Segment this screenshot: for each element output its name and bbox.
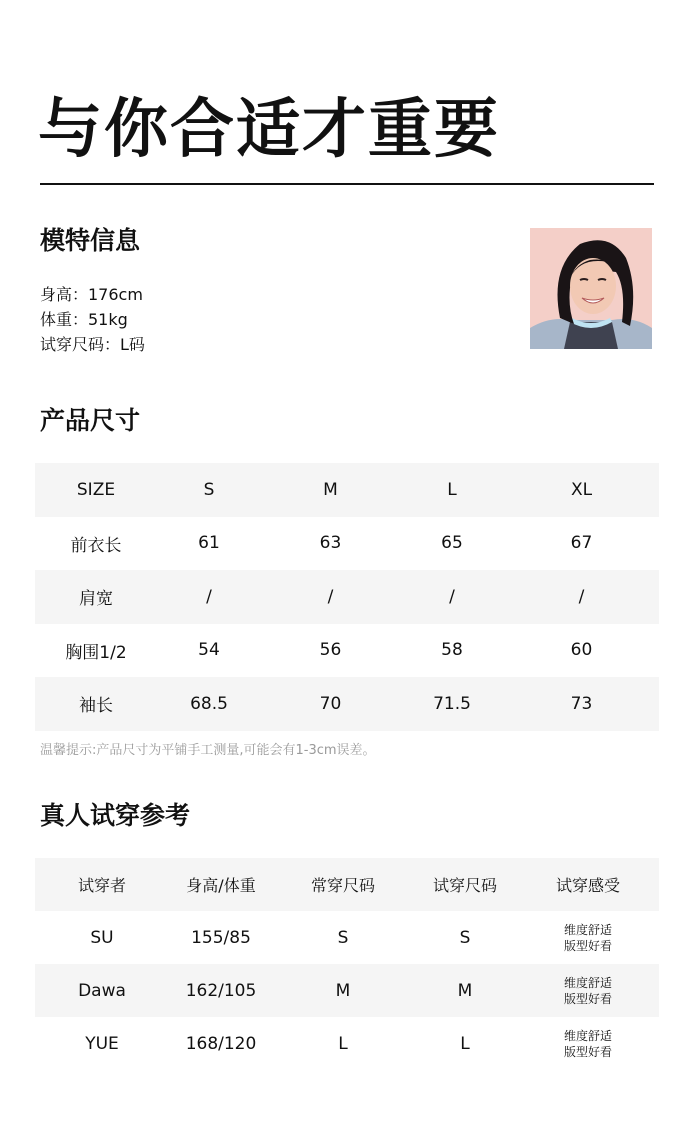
table-cell: 71.5 — [433, 693, 471, 714]
table-cell: 前衣长 — [70, 535, 122, 556]
size-header-cell: L — [447, 479, 457, 500]
table-cell: 68.5 — [190, 693, 228, 714]
fit-feeling — [517, 1028, 659, 1060]
fit-feeling-line: 维度舒适 — [563, 922, 612, 937]
fit-feeling-line: 版型好看 — [563, 991, 612, 1006]
table-cell: 胸围1/2 — [65, 642, 127, 663]
table-cell: / — [206, 586, 212, 607]
model-weight: 体重：51kg — [40, 310, 128, 329]
table-cell: / — [327, 586, 334, 607]
table-row — [35, 570, 659, 624]
table-row — [35, 624, 659, 678]
table-cell: S — [459, 927, 471, 948]
size-header-cell: SIZE — [76, 479, 116, 500]
table-cell: 70 — [319, 693, 342, 714]
table-cell: 袖长 — [79, 696, 113, 717]
fit-feeling-line: 版型好看 — [563, 1044, 612, 1059]
table-row — [35, 517, 659, 571]
table-cell: M — [457, 980, 473, 1001]
fit-header-cell: 试穿者 — [77, 876, 126, 895]
table-cell: L — [460, 1033, 470, 1054]
table-cell: Dawa — [78, 980, 126, 1001]
table-cell: 67 — [570, 533, 593, 554]
table-cell: M — [335, 980, 351, 1001]
size-table — [35, 463, 659, 731]
table-cell: 162/105 — [185, 980, 257, 1001]
fit-reference-title: 真人试穿参考 — [40, 801, 191, 830]
table-cell: 168/120 — [185, 1033, 257, 1054]
table-row — [35, 911, 659, 964]
fit-feeling — [517, 922, 659, 954]
fit-table-header — [35, 858, 659, 911]
fit-feeling — [517, 975, 659, 1007]
model-height: 身高：176cm — [40, 285, 143, 304]
size-header-cell: S — [203, 479, 215, 500]
model-portrait-image — [530, 228, 652, 349]
table-cell: / — [449, 586, 455, 607]
model-info — [40, 282, 145, 357]
fit-header-cell: 常穿尺码 — [310, 876, 375, 895]
model-photo — [530, 228, 652, 349]
table-row — [35, 677, 659, 731]
size-note: 温馨提示:产品尺寸为平铺手工测量,可能会有1-3cm误差。 — [40, 743, 376, 758]
fit-feeling-line: 维度舒适 — [563, 1028, 612, 1043]
table-cell: 60 — [570, 640, 593, 661]
table-cell: 56 — [319, 640, 342, 661]
table-row — [35, 1017, 659, 1070]
table-cell: / — [578, 586, 585, 607]
table-cell: 58 — [441, 640, 463, 661]
size-chart-title: 产品尺寸 — [40, 406, 141, 435]
size-header-cell: M — [323, 479, 338, 500]
fit-table — [35, 858, 659, 1070]
page-title: 与你合适才重要 — [38, 93, 500, 167]
fit-header-cell: 试穿感受 — [555, 876, 620, 895]
table-cell: 155/85 — [191, 927, 251, 948]
fit-header-cell: 试穿尺码 — [432, 876, 497, 895]
fit-header-cell: 身高/体重 — [186, 876, 256, 895]
table-cell: SU — [90, 927, 114, 948]
size-header-cell: XL — [570, 479, 593, 500]
table-cell: 肩宽 — [79, 589, 113, 610]
table-cell: YUE — [85, 1033, 119, 1054]
table-cell: S — [337, 927, 349, 948]
model-size: 试穿尺码：L码 — [40, 335, 145, 354]
fit-feeling-line: 版型好看 — [563, 938, 612, 953]
table-cell: 54 — [198, 640, 220, 661]
table-cell: 65 — [441, 533, 463, 554]
title-divider — [40, 183, 654, 185]
model-info-title: 模特信息 — [40, 226, 141, 255]
table-cell: 73 — [570, 693, 593, 714]
table-row — [35, 964, 659, 1017]
table-cell: 63 — [319, 533, 342, 554]
table-cell: 61 — [198, 533, 220, 554]
size-table-header — [35, 463, 659, 517]
table-cell: L — [338, 1033, 348, 1054]
fit-feeling-line: 维度舒适 — [563, 975, 612, 990]
